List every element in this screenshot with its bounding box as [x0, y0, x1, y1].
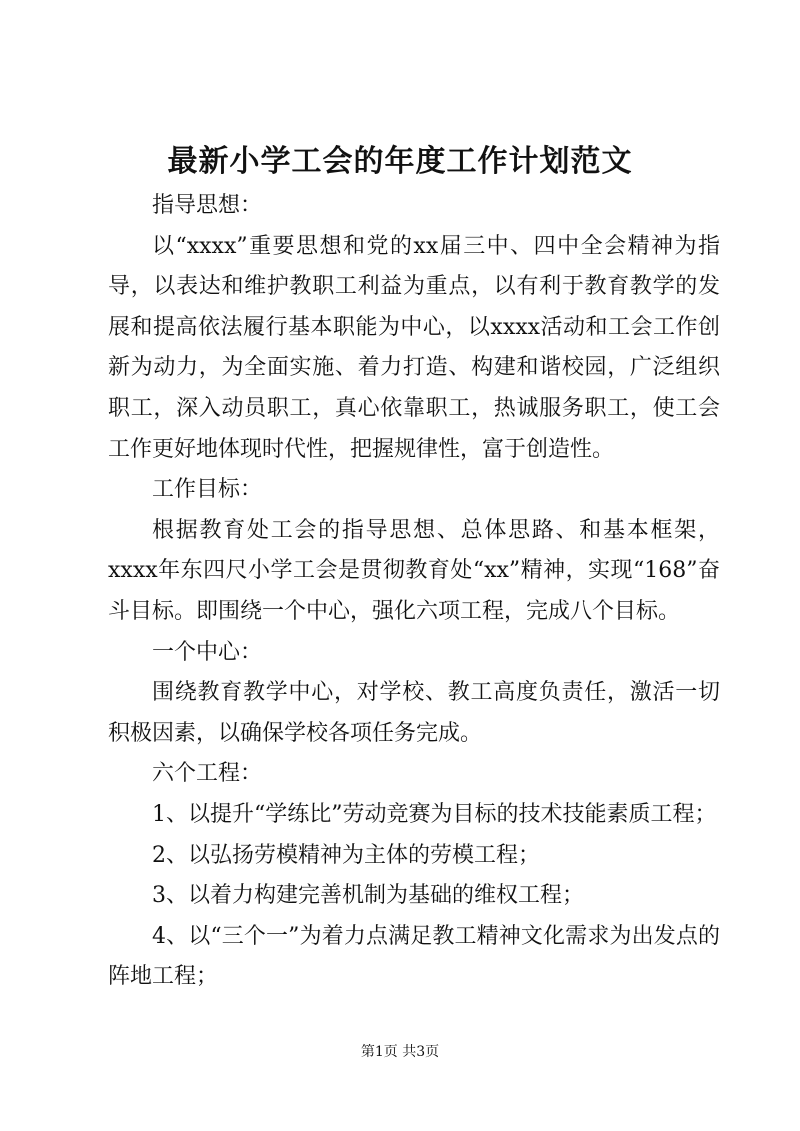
document-body — [108, 186, 720, 998]
paragraph-one-center: 围绕教育教学中心，对学校、教工高度负责任，激活一切积极因素，以确保学校各项任务完成。 — [108, 680, 720, 746]
paragraph-work-goals: 根据教育处工会的指导思想、总体思路、和基本框架，xxxx年东四尺小学工会是贯彻教育处“xx”精神，实现“168”奋斗目标。即围绕一个中心，强化六项工程，完成八个目标。 — [108, 517, 720, 624]
list-item-project-3: 3、以着力构建完善机制为基础的维权工程； — [152, 883, 584, 909]
list-item-project-4: 4、以“三个一”为着力点满足教工精神文化需求为出发点的阵地工程； — [108, 923, 720, 990]
document-title: 最新小学工会的年度工作计划范文 — [167, 144, 633, 179]
section-heading-six-projects: 六个工程： — [152, 761, 263, 787]
paragraph-guiding-ideology: 以“xxxx”重要思想和党的xx届三中、四中全会精神为指导，以表达和维护教职工利益为重点，以有利于教育教学的发展和提高依法履行基本职能为中心，以xxxx活动和工会工作创新为动力，为全面实施、着力打造、构建和谐校园，广泛组织职工，深入动员职工，真心依靠职工，热诚服务职工，使工会工作更好地体现时代性，把握规律性，富于创造性。 — [108, 233, 720, 462]
section-heading-guiding-ideology: 指导思想： — [152, 193, 263, 218]
list-item-project-2: 2、以弘扬劳模精神为主体的劳模工程； — [152, 842, 540, 868]
section-heading-one-center: 一个中心： — [152, 639, 263, 665]
page-number-footer: 第1页 共3页 — [360, 1044, 440, 1060]
section-heading-work-goals: 工作目标： — [152, 477, 263, 503]
list-item-project-1: 1、以提升“学练比”劳动竞赛为目标的技术技能素质工程； — [152, 801, 717, 827]
